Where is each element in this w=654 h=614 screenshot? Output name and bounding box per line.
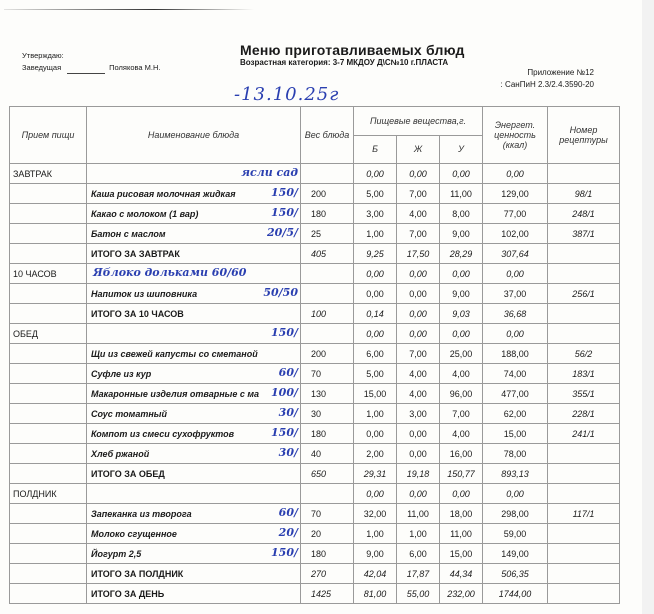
energy-cell: 1744,00: [483, 584, 548, 604]
carbs-cell: 44,34: [440, 564, 483, 584]
section-row: [10, 484, 620, 504]
energy-cell: 77,00: [483, 204, 548, 224]
protein-cell: 0,00: [354, 264, 397, 284]
energy-cell: 15,00: [483, 424, 548, 444]
signature-line: [67, 65, 105, 74]
section-row: [10, 264, 620, 284]
scan-edge-line: [4, 9, 254, 10]
table-row: [10, 504, 620, 524]
protein-cell: 0,00: [354, 164, 397, 184]
meal-cell: [10, 504, 87, 524]
protein-cell: 0,00: [354, 484, 397, 504]
dish-name: [87, 264, 301, 284]
dish-name: Напиток из шиповника 50/50: [87, 284, 301, 304]
menu-table: [9, 106, 620, 604]
weight-cell: [301, 484, 354, 504]
total-label: ИТОГО ЗА ПОЛДНИК: [87, 564, 301, 584]
handwritten-portion-note: Яблоко дольками 60/60: [93, 266, 247, 279]
weight-cell: 270: [301, 564, 354, 584]
carbs-cell: 0,00: [440, 164, 483, 184]
weight-cell: 100: [301, 304, 354, 324]
fat-cell: 11,00: [397, 504, 440, 524]
table-row: [10, 384, 620, 404]
meal-cell: [10, 524, 87, 544]
recipe-cell: 248/1: [548, 204, 620, 224]
fat-cell: 4,00: [397, 364, 440, 384]
energy-cell: 298,00: [483, 504, 548, 524]
fat-cell: 0,00: [397, 484, 440, 504]
recipe-cell: 241/1: [548, 424, 620, 444]
recipe-cell: [548, 564, 620, 584]
meal-cell: ЗАВТРАК: [10, 164, 87, 184]
fat-cell: 0,00: [397, 284, 440, 304]
fat-cell: 7,00: [397, 344, 440, 364]
protein-cell: 81,00: [354, 584, 397, 604]
carbs-cell: 28,29: [440, 244, 483, 264]
fat-cell: 6,00: [397, 544, 440, 564]
total-row: [10, 564, 620, 584]
carbs-cell: 25,00: [440, 344, 483, 364]
energy-cell: 0,00: [483, 264, 548, 284]
recipe-cell: [548, 464, 620, 484]
approver-name: Полякова М.Н.: [109, 63, 161, 72]
weight-cell: 25: [301, 224, 354, 244]
header-weight: Вес блюда: [301, 107, 354, 164]
weight-cell: 200: [301, 184, 354, 204]
table-row: [10, 184, 620, 204]
recipe-cell: [548, 544, 620, 564]
table-row: [10, 204, 620, 224]
weight-cell: 405: [301, 244, 354, 264]
carbs-cell: 11,00: [440, 524, 483, 544]
handwritten-portion-note: 50/50: [263, 286, 298, 299]
header-protein: Б: [354, 135, 397, 164]
carbs-cell: 9,03: [440, 304, 483, 324]
table-row: [10, 544, 620, 564]
recipe-cell: 387/1: [548, 224, 620, 244]
menu-table-body: [10, 164, 620, 604]
energy-cell: 62,00: [483, 404, 548, 424]
carbs-cell: 4,00: [440, 424, 483, 444]
carbs-cell: 0,00: [440, 264, 483, 284]
dish-name: Йогурт 2,5 150/: [87, 544, 301, 564]
carbs-cell: 16,00: [440, 444, 483, 464]
recipe-cell: 56/2: [548, 344, 620, 364]
sanpin-label: : СанПиН 2.3/2.4.3590-20: [500, 80, 594, 89]
table-row: [10, 444, 620, 464]
meal-cell: [10, 544, 87, 564]
total-label: ИТОГО ЗА ОБЕД: [87, 464, 301, 484]
header-fat: Ж: [397, 135, 440, 164]
weight-cell: 130: [301, 384, 354, 404]
fat-cell: 17,87: [397, 564, 440, 584]
meal-cell: [10, 284, 87, 304]
meal-cell: ОБЕД: [10, 324, 87, 344]
header-meal: Прием пищи: [10, 107, 87, 164]
dish-name: Соус томатный 30/: [87, 404, 301, 424]
meal-cell: [10, 404, 87, 424]
handwritten-portion-note: 150/: [271, 186, 298, 199]
fat-cell: 0,00: [397, 324, 440, 344]
approval-block: [22, 50, 161, 74]
protein-cell: 42,04: [354, 564, 397, 584]
scan-edge: [642, 0, 654, 614]
document-title: Меню приготавливаемых блюд: [240, 42, 465, 58]
recipe-cell: [548, 524, 620, 544]
protein-cell: 29,31: [354, 464, 397, 484]
header-dish: Наименование блюда: [87, 107, 301, 164]
weight-cell: 30: [301, 404, 354, 424]
protein-cell: 2,00: [354, 444, 397, 464]
energy-cell: 0,00: [483, 164, 548, 184]
carbs-cell: 232,00: [440, 584, 483, 604]
fat-cell: 1,00: [397, 524, 440, 544]
protein-cell: 0,00: [354, 284, 397, 304]
energy-cell: 0,00: [483, 324, 548, 344]
meal-cell: [10, 344, 87, 364]
weight-cell: [301, 164, 354, 184]
handwritten-portion-note: 150/: [271, 426, 298, 439]
weight-cell: 650: [301, 464, 354, 484]
handwritten-portion-note: 150/: [271, 326, 298, 339]
weight-cell: 180: [301, 204, 354, 224]
protein-cell: 9,00: [354, 544, 397, 564]
table-row: [10, 424, 620, 444]
recipe-cell: [548, 484, 620, 504]
carbs-cell: 4,00: [440, 364, 483, 384]
meal-cell: [10, 204, 87, 224]
table-row: [10, 364, 620, 384]
total-row: [10, 584, 620, 604]
meal-cell: [10, 184, 87, 204]
carbs-cell: 18,00: [440, 504, 483, 524]
carbs-cell: 0,00: [440, 324, 483, 344]
fat-cell: 7,00: [397, 184, 440, 204]
meal-cell: [10, 564, 87, 584]
dish-name: Молоко сгущенное 20/: [87, 524, 301, 544]
handwritten-portion-note: 30/: [278, 406, 298, 419]
weight-cell: 70: [301, 504, 354, 524]
weight-cell: 200: [301, 344, 354, 364]
carbs-cell: 96,00: [440, 384, 483, 404]
dish-name: Суфле из кур 60/: [87, 364, 301, 384]
dish-name: [87, 324, 301, 344]
protein-cell: 0,00: [354, 324, 397, 344]
fat-cell: 3,00: [397, 404, 440, 424]
header-carbs: У: [440, 135, 483, 164]
meal-cell: [10, 244, 87, 264]
header-nutrients: Пищевые вещества,г.: [354, 107, 483, 136]
meal-cell: [10, 424, 87, 444]
energy-cell: 893,13: [483, 464, 548, 484]
dish-name: Щи из свежей капусты со сметаной: [87, 344, 301, 364]
handwritten-portion-note: 20/5/: [267, 226, 298, 239]
recipe-cell: [548, 164, 620, 184]
handwritten-portion-note: 60/: [278, 506, 298, 519]
weight-cell: 70: [301, 364, 354, 384]
recipe-cell: 117/1: [548, 504, 620, 524]
energy-cell: 129,00: [483, 184, 548, 204]
total-row: [10, 464, 620, 484]
appendix-label: Приложение №12: [527, 68, 594, 77]
weight-cell: 180: [301, 544, 354, 564]
recipe-cell: [548, 324, 620, 344]
energy-cell: 149,00: [483, 544, 548, 564]
recipe-cell: 355/1: [548, 384, 620, 404]
fat-cell: 0,00: [397, 164, 440, 184]
protein-cell: 6,00: [354, 344, 397, 364]
meal-cell: [10, 364, 87, 384]
fat-cell: 17,50: [397, 244, 440, 264]
protein-cell: 3,00: [354, 204, 397, 224]
carbs-cell: 150,77: [440, 464, 483, 484]
recipe-cell: 98/1: [548, 184, 620, 204]
handwritten-portion-note: 30/: [278, 446, 298, 459]
fat-cell: 4,00: [397, 384, 440, 404]
meal-cell: [10, 584, 87, 604]
total-label: ИТОГО ЗА ДЕНЬ: [87, 584, 301, 604]
section-row: [10, 324, 620, 344]
energy-cell: 307,64: [483, 244, 548, 264]
recipe-cell: [548, 584, 620, 604]
weight-cell: [301, 324, 354, 344]
total-row: [10, 304, 620, 324]
carbs-cell: 9,00: [440, 224, 483, 244]
handwritten-portion-note: 100/: [271, 386, 298, 399]
weight-cell: 180: [301, 424, 354, 444]
carbs-cell: 11,00: [440, 184, 483, 204]
handwritten-portion-note: 60/: [278, 366, 298, 379]
fat-cell: 0,00: [397, 444, 440, 464]
fat-cell: 19,18: [397, 464, 440, 484]
carbs-cell: 7,00: [440, 404, 483, 424]
header-recipe: Номер рецептуры: [548, 107, 620, 164]
protein-cell: 0,14: [354, 304, 397, 324]
energy-cell: 102,00: [483, 224, 548, 244]
fat-cell: 0,00: [397, 424, 440, 444]
recipe-cell: [548, 304, 620, 324]
table-row: [10, 404, 620, 424]
energy-cell: 74,00: [483, 364, 548, 384]
section-row: [10, 164, 620, 184]
energy-cell: 477,00: [483, 384, 548, 404]
dish-name: Компот из смеси сухофруктов 150/: [87, 424, 301, 444]
protein-cell: 1,00: [354, 404, 397, 424]
appendix-block: [501, 67, 594, 91]
dish-name: Макаронные изделия отварные с ма 100/: [87, 384, 301, 404]
carbs-cell: 15,00: [440, 544, 483, 564]
total-row: [10, 244, 620, 264]
energy-cell: 0,00: [483, 484, 548, 504]
dish-name: [87, 164, 301, 184]
protein-cell: 1,00: [354, 524, 397, 544]
energy-cell: 37,00: [483, 284, 548, 304]
fat-cell: 0,00: [397, 264, 440, 284]
approve-label: Утверждаю:: [22, 51, 64, 60]
dish-name: Батон с маслом 20/5/: [87, 224, 301, 244]
protein-cell: 32,00: [354, 504, 397, 524]
dish-name: Каша рисовая молочная жидкая 150/: [87, 184, 301, 204]
position-label: Заведущая: [22, 63, 62, 72]
carbs-cell: 0,00: [440, 484, 483, 504]
protein-cell: 15,00: [354, 384, 397, 404]
meal-cell: [10, 384, 87, 404]
total-label: ИТОГО ЗА ЗАВТРАК: [87, 244, 301, 264]
meal-cell: [10, 304, 87, 324]
meal-cell: [10, 224, 87, 244]
table-row: [10, 224, 620, 244]
recipe-cell: 183/1: [548, 364, 620, 384]
energy-cell: 188,00: [483, 344, 548, 364]
protein-cell: 5,00: [354, 364, 397, 384]
protein-cell: 1,00: [354, 224, 397, 244]
carbs-cell: 9,00: [440, 284, 483, 304]
handwritten-portion-note: 150/: [271, 206, 298, 219]
carbs-cell: 8,00: [440, 204, 483, 224]
fat-cell: 4,00: [397, 204, 440, 224]
weight-cell: [301, 284, 354, 304]
table-row: [10, 284, 620, 304]
meal-cell: [10, 464, 87, 484]
energy-cell: 36,68: [483, 304, 548, 324]
protein-cell: 0,00: [354, 424, 397, 444]
fat-cell: 0,00: [397, 304, 440, 324]
total-label: ИТОГО ЗА 10 ЧАСОВ: [87, 304, 301, 324]
handwritten-portion-note: ясли сад: [241, 166, 298, 179]
dish-name: Запеканка из творога 60/: [87, 504, 301, 524]
table-row: [10, 344, 620, 364]
fat-cell: 55,00: [397, 584, 440, 604]
weight-cell: 20: [301, 524, 354, 544]
weight-cell: 40: [301, 444, 354, 464]
weight-cell: 1425: [301, 584, 354, 604]
meal-cell: ПОЛДНИК: [10, 484, 87, 504]
dish-name: Хлеб ржаной 30/: [87, 444, 301, 464]
handwritten-portion-note: 150/: [271, 546, 298, 559]
protein-cell: 9,25: [354, 244, 397, 264]
energy-cell: 506,35: [483, 564, 548, 584]
energy-cell: 78,00: [483, 444, 548, 464]
document-subtitle: Возрастная категория: 3-7 МКДОУ Д\С№10 г.ПЛАСТА: [240, 58, 449, 67]
meal-cell: 10 ЧАСОВ: [10, 264, 87, 284]
meal-cell: [10, 444, 87, 464]
recipe-cell: [548, 264, 620, 284]
header-energy: Энергет. ценность (ккал): [483, 107, 548, 164]
recipe-cell: [548, 444, 620, 464]
fat-cell: 7,00: [397, 224, 440, 244]
table-row: [10, 524, 620, 544]
handwritten-portion-note: 20/: [278, 526, 298, 539]
recipe-cell: [548, 244, 620, 264]
dish-name: Какао с молоком (1 вар) 150/: [87, 204, 301, 224]
protein-cell: 5,00: [354, 184, 397, 204]
recipe-cell: 228/1: [548, 404, 620, 424]
handwritten-date: -13.10.25г: [234, 84, 340, 105]
weight-cell: [301, 264, 354, 284]
energy-cell: 59,00: [483, 524, 548, 544]
recipe-cell: 256/1: [548, 284, 620, 304]
dish-name: [87, 484, 301, 504]
